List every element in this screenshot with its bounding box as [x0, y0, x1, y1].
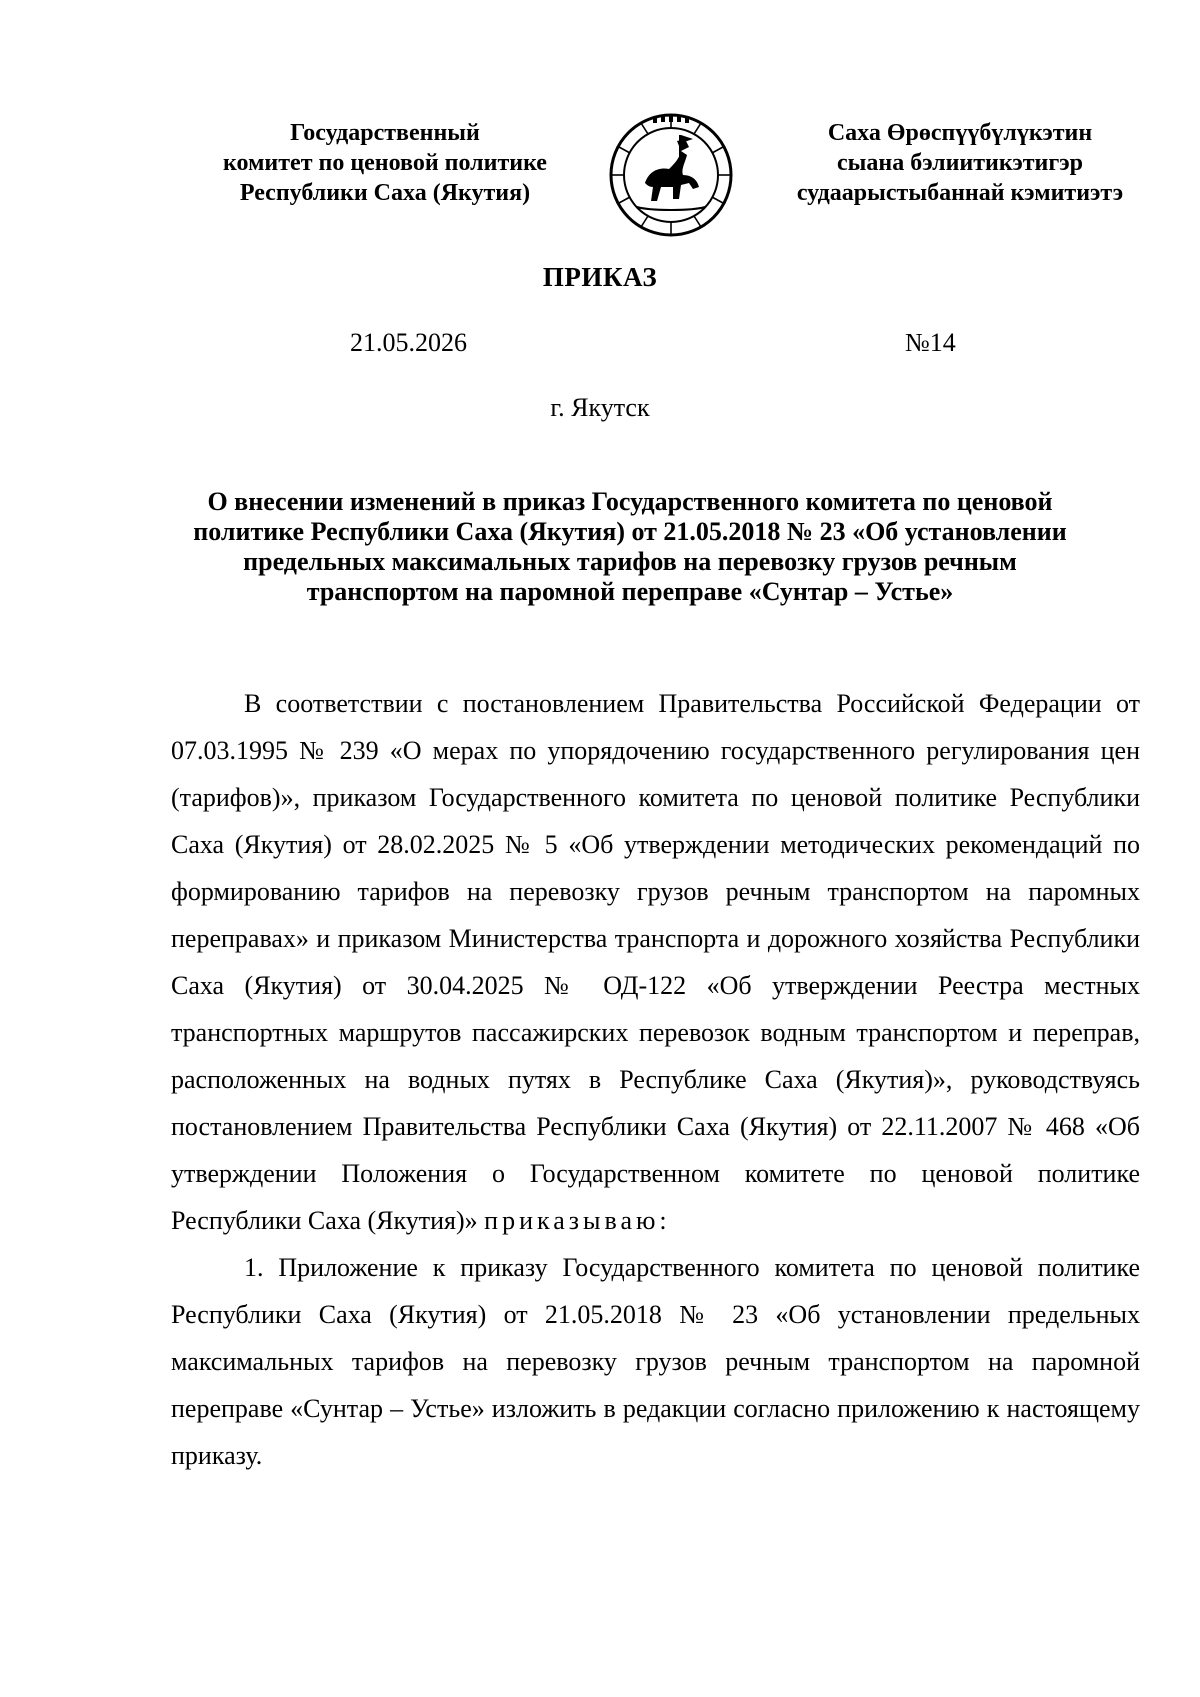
- org-name-yakut: [770, 118, 1150, 208]
- org-right-line: судаарыстыбаннай кэмитиэтэ: [796, 180, 1124, 206]
- org-left-line: Государственный: [290, 120, 480, 146]
- org-name-russian: [185, 118, 585, 208]
- org-right-line: Саха Өрөспүүбүлүкэтин: [827, 120, 1093, 146]
- org-right-line: сыана бэлиитикэтигэр: [836, 150, 1083, 176]
- order-word: приказываю:: [484, 1206, 671, 1235]
- coat-of-arms-icon: [607, 111, 735, 239]
- item-1-paragraph: 1. Приложение к приказу Государственного комитета по ценовой политике Республики Саха (Якутия) от 21.05.2018 № 23 «Об установлении предельных максимальных тарифов на перевозку грузов речным транспортом на паромной переправе «Сунтар – Устье» изложить в редакции согласно приложению к настоящему приказу.: [171, 1253, 1140, 1470]
- org-left-line: Республики Саха (Якутия): [239, 180, 531, 206]
- org-left-line: комитет по ценовой политике: [223, 150, 547, 176]
- document-number: №14: [905, 328, 956, 357]
- document-city: г. Якутск: [550, 393, 650, 422]
- preamble-paragraph: [171, 680, 1140, 1244]
- letterhead: [0, 118, 1200, 238]
- document-date: 21.05.2026: [350, 328, 467, 357]
- preamble-text: В соответствии с постановлением Правительства Российской Федерации от 07.03.1995 № 239 «О мерах по упорядочению государственного регулирования цен (тарифов)», приказом Государственного комитета по ценовой политике Республики Саха (Якутия) от 28.02.2025 № 5 «Об утверждении методических рекомендаций по формированию тарифов на перевозку грузов речным транспортом на паромных переправах» и приказом Министерства транспорта и дорожного хозяйства Республики Саха (Якутия) от 30.04.2025 № ОД-122 «Об утверждении Реестра местных транспортных маршрутов пассажирских перевозок водным транспортом и переправ, расположенных на водных путях в Республике Саха (Якутия)», руководствуясь постановлением Правительства Республики Саха (Якутия) от 22.11.2007 № 468 «Об утверждении Положения о Государственном комитете по ценовой политике Республики Саха (Якутия)»: [171, 689, 1140, 1235]
- document-body: [171, 680, 1140, 1479]
- document-type: ПРИКАЗ: [542, 262, 658, 292]
- document-subject: О внесении изменений в приказ Государственного комитета по ценовой политике Республики Саха (Якутия) от 21.05.2018 № 23 «Об установлении предельных максимальных тарифов на перевозку грузов речным транспортом на паромной переправе «Сунтар – Устье»: [193, 487, 1067, 606]
